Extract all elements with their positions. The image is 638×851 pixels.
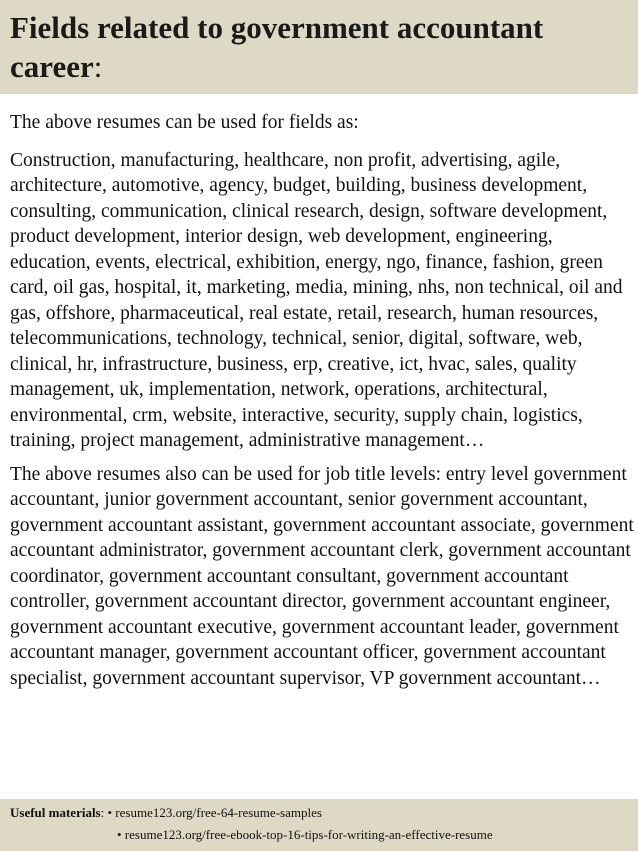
useful-materials-footer: [0, 799, 638, 851]
slide-header: [0, 0, 638, 94]
intro-text: The above resumes can be used for fields as:: [10, 112, 359, 133]
fields-list-text: Construction, manufacturing, healthcare, non profit, advertising, agile, architecture, automotive, agency, budget, building, business development, consulting, communication, clinical research, design, software development, product development, interior design, web development, engineering, education, events, electrical, exhibition, energy, ngo, finance, fashion, green card, oil gas, hospital, it, marketing, media, mining, nhs, non technical, oil and gas, offshore, pharmaceutical, real estate, retail, research, human resources, telecommunications, technology, technical, senior, digital, software, web, clinical, hr, infrastructure, business, erp, creative, ict, hvac, sales, quality management, uk, implementation, network, operations, architectural, environmental, crm, website, interactive, security, supply chain, logistics, training, project management, administrative management…: [10, 149, 623, 451]
page-title: [0, 0, 630, 86]
slide-body: [10, 110, 634, 691]
footer-row-1: [10, 802, 322, 823]
footer-link-resume-samples[interactable]: • resume123.org/free-64-resume-samples: [107, 805, 322, 820]
footer-row-2: [117, 824, 493, 845]
page-title-text: Fields related to government accountant career: [10, 10, 544, 84]
job-levels-text: The above resumes also can be used for job title levels: entry level government accountant, junior government accountant, senior government accountant, government accountant assistant, government accountant associate, government accountant administrator, government accountant clerk, government accountant coordinator, government accountant consultant, government accountant controller, government accountant director, government accountant engineer, government accountant executive, government accountant leader, government accountant manager, government accountant officer, government accountant specialist, government accountant supervisor, VP government accountant…: [10, 463, 634, 689]
footer-label: Useful materials: [10, 805, 101, 820]
footer-label-colon: :: [100, 805, 105, 820]
page-title-colon: :: [93, 49, 103, 84]
footer-link-ebook-tips[interactable]: • resume123.org/free-ebook-top-16-tips-for-writing-an-effective-resume: [117, 827, 493, 842]
